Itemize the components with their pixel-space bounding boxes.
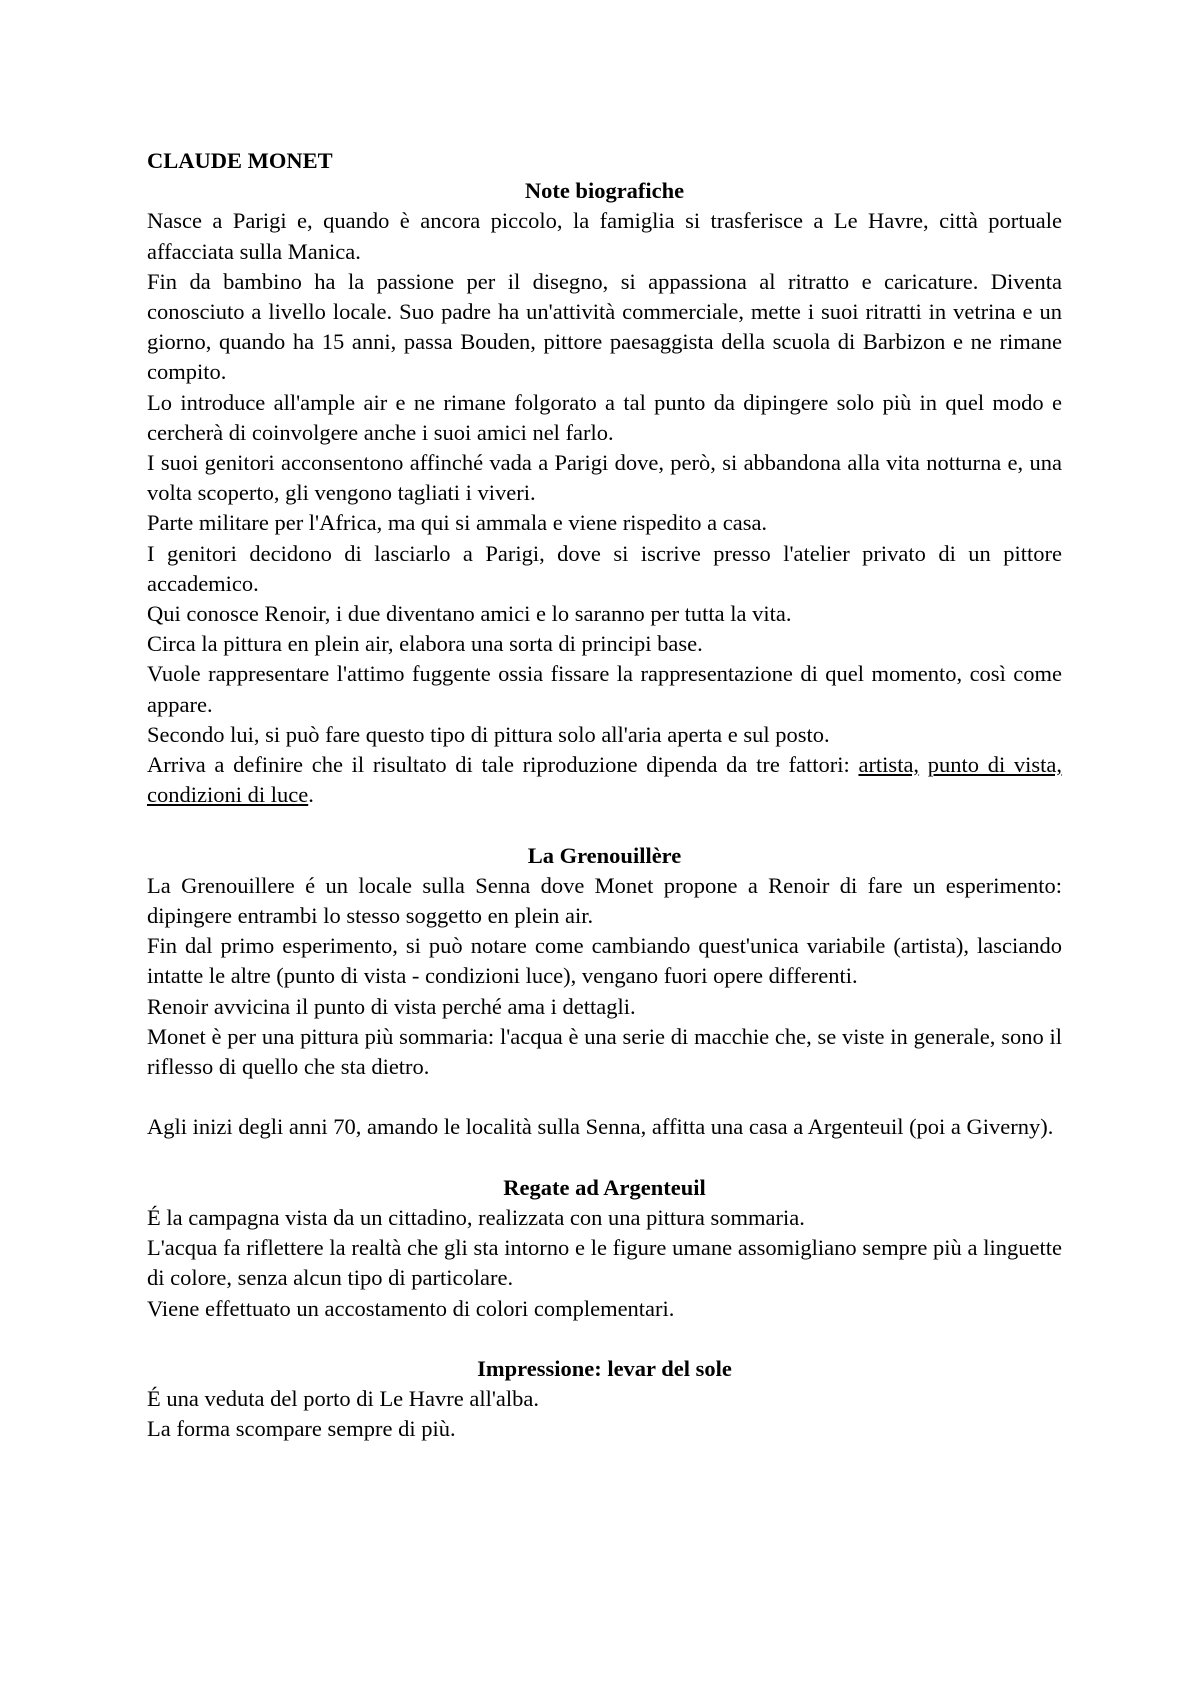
paragraph: La forma scompare sempre di più. (147, 1416, 456, 1442)
factor-punto-di-vista: punto di vista, (927, 752, 1063, 778)
paragraph-lead: Arriva a definire che il risultato di tale riproduzione dipenda da tre fattori: (147, 752, 859, 778)
section-heading-bio: Note biografiche (524, 178, 685, 204)
section-heading-grenouillere: La Grenouillère (527, 842, 682, 868)
section-heading-regate: Regate ad Argenteuil (503, 1174, 706, 1200)
factor-artista: artista, (858, 752, 920, 778)
paragraph-three-factors (147, 750, 1062, 810)
spacer (147, 1143, 1062, 1173)
paragraph: É una veduta del porto di Le Havre all'alba. (147, 1386, 540, 1412)
paragraph: É la campagna vista da un cittadino, realizzata con una pittura sommaria. (147, 1205, 805, 1231)
paragraph: La Grenouillere é un locale sulla Senna dove Monet propone a Renoir di fare un esperimento: dipingere entrambi lo stesso soggetto en plein air. (147, 872, 1062, 929)
paragraph: Viene effettuato un accostamento di colori complementari. (147, 1295, 675, 1321)
paragraph: I genitori decidono di lasciarlo a Parigi, dove si iscrive presso l'atelier privato di un pittore accademico. (147, 540, 1062, 596)
paragraph: Vuole rappresentare l'attimo fuggente ossia fissare la rappresentazione di quel momento, così come appare. (147, 661, 1062, 717)
paragraph: Qui conosce Renoir, i due diventano amici e lo saranno per tutta la vita. (147, 601, 792, 627)
factor-condizioni-di-luce: condizioni di luce (147, 782, 309, 808)
paragraph: Secondo lui, si può fare questo tipo di pittura solo all'aria aperta e sul posto. (147, 721, 830, 747)
spacer (147, 1082, 1062, 1112)
paragraph: Agli inizi degli anni 70, amando le località sulla Senna, affitta una casa a Argenteuil (poi a Giverny). (147, 1114, 1054, 1140)
paragraph: Fin da bambino ha la passione per il disegno, si appassiona al ritratto e caricature. Diventa conosciuto a livello locale. Suo padre ha un'attività commerciale, mette i suoi ritratti in vetrina e un giorno, quando ha 15 anni, passa Bouden, pittore paesaggista della scuola di Barbizon e ne rimane compito. (147, 268, 1062, 385)
paragraph: Monet è per una pittura più sommaria: l'acqua è una serie di macchie che, se viste in generale, sono il riflesso di quello che sta dietro. (147, 1023, 1062, 1080)
paragraph: I suoi genitori acconsentono affinché vada a Parigi dove, però, si abbandona alla vita notturna e, una volta scoperto, gli vengono tagliati i viveri. (147, 450, 1062, 506)
paragraph: Circa la pittura en plein air, elabora una sorta di principi base. (147, 631, 703, 657)
section-heading-impressione: Impressione: levar del sole (477, 1356, 732, 1382)
paragraph: Nasce a Parigi e, quando è ancora piccolo, la famiglia si trasferisce a Le Havre, città portuale affacciata sulla Manica. (147, 208, 1062, 264)
paragraph: Parte militare per l'Africa, ma qui si ammala e viene rispedito a casa. (147, 510, 768, 536)
document-title: CLAUDE MONET (147, 148, 333, 173)
paragraph: Renoir avvicina il punto di vista perché ama i dettagli. (147, 993, 636, 1019)
paragraph: L'acqua fa riflettere la realtà che gli sta intorno e le figure umane assomigliano sempre più a linguette di colore, senza alcun tipo di particolare. (147, 1235, 1062, 1291)
paragraph-end: . (308, 782, 314, 808)
spacer (147, 1324, 1062, 1354)
paragraph: Fin dal primo esperimento, si può notare come cambiando quest'unica variabile (artista), lasciando intatte le altre (punto di vista - condizioni luce), vengano fuori opere differenti. (147, 933, 1062, 989)
paragraph: Lo introduce all'ample air e ne rimane folgorato a tal punto da dipingere solo più in quel modo e cercherà di coinvolgere anche i suoi amici nel farlo. (147, 389, 1062, 445)
document-page (147, 146, 1062, 1445)
spacer (147, 810, 1062, 840)
